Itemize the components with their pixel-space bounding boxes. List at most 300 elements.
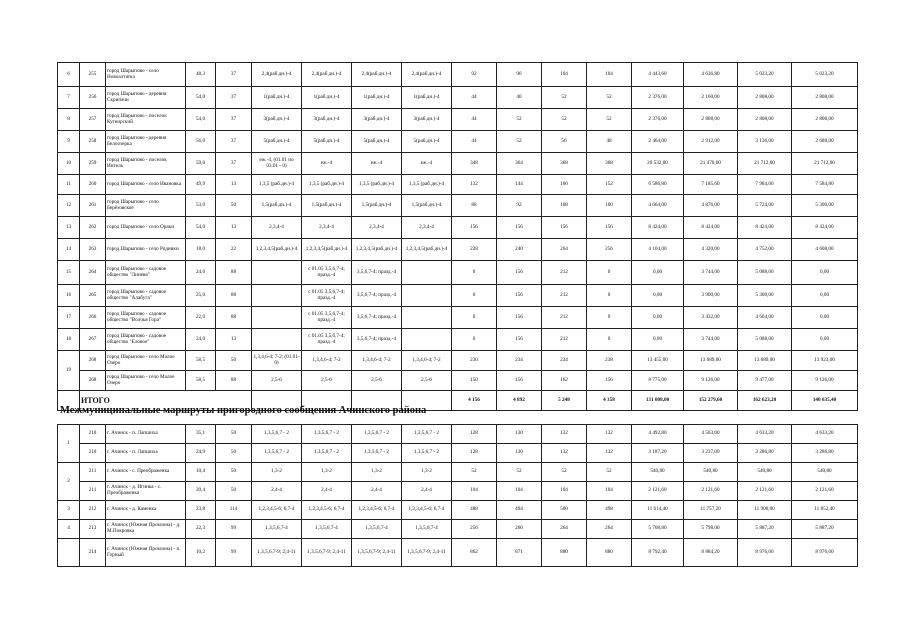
trips-cell: 230 <box>452 351 497 371</box>
schedule-cell: 1,3,5,6,7-4 <box>352 520 402 539</box>
trips-cell: 500 <box>542 501 587 520</box>
schedule-cell: 1,3,5 (раб.дн.)-4 <box>252 175 302 195</box>
km-cell: 4 876,00 <box>684 195 738 217</box>
km-cell: 13 689,00 <box>684 351 738 371</box>
table-row <box>58 131 858 153</box>
km-cell: 4 104,00 <box>632 239 684 261</box>
table-row <box>58 351 858 371</box>
trips-cell: 52 <box>542 463 587 482</box>
km-cell: 2 808,00 <box>738 87 792 109</box>
km-cell: 3 136,00 <box>738 131 792 153</box>
km-cell: 3 286,80 <box>792 444 858 463</box>
schedule-cell: 1,5(раб.дн.)-4 <box>302 195 352 217</box>
trips-cell: 52 <box>542 87 587 109</box>
schedule-cell: 3,5,6,7-4; празд.-4 <box>352 307 402 329</box>
km-cell: 4 320,00 <box>684 239 738 261</box>
trips-cell: 264 <box>587 520 632 539</box>
km-cell: 21 712,00 <box>738 153 792 175</box>
schedule-cell: 3,5,6,7-4; празд.-4 <box>352 285 402 307</box>
km-cell: 4 664,00 <box>632 195 684 217</box>
schedule-cell: 1,3-2 <box>302 463 352 482</box>
trips-cell: 92 <box>497 195 542 217</box>
row-index-cell <box>58 539 80 567</box>
trips-cell: 260 <box>497 520 542 539</box>
schedule-cell: 1,3,5 (раб.дн.)-4 <box>402 175 452 195</box>
route-number-cell: 213 <box>80 520 106 539</box>
schedule-cell: 2,3,4-4 <box>252 217 302 239</box>
km-cell: 5 088,00 <box>738 261 792 285</box>
km-cell: 7 984,00 <box>738 175 792 195</box>
trips-cell: 104 <box>587 63 632 87</box>
trips-cell: 130 <box>497 444 542 463</box>
km-cell: 5 023,20 <box>738 63 792 87</box>
km-cell: 2 464,00 <box>632 131 684 153</box>
table-row <box>58 371 858 391</box>
table-row <box>58 444 858 463</box>
table-row <box>58 539 858 567</box>
route-name-cell: г. Ачинск - с. Преображенка <box>106 463 186 482</box>
km-cell: 0,00 <box>792 285 858 307</box>
route-name-cell: г. Ачинск - п. Лапшиха <box>106 425 186 444</box>
route-name-cell: г. Ачинск (Южная Промзона) - д. М.Покровка <box>106 520 186 539</box>
trips-cell: 156 <box>497 329 542 351</box>
route-number-cell: 258 <box>80 131 106 153</box>
total-value-cell: 140 635,40 <box>792 391 858 411</box>
trips-cell: 104 <box>497 482 542 501</box>
trips-cell: 880 <box>542 539 587 567</box>
schedule-cell: 2,5-6 <box>352 371 402 391</box>
route-length-cell: 24,9 <box>186 444 216 463</box>
table-row <box>58 482 858 501</box>
schedule-cell <box>402 329 452 351</box>
trips-cell: 880 <box>587 539 632 567</box>
trips-cell: 128 <box>452 425 497 444</box>
schedule-cell: с 01.05 3,5,6,7-4; празд.-4 <box>302 329 352 351</box>
vehicle-class-cell: 37 <box>216 87 252 109</box>
trips-cell: 256 <box>587 239 632 261</box>
vehicle-class-cell: 50 <box>216 463 252 482</box>
trips-cell: 92 <box>452 63 497 87</box>
km-cell: 8 424,00 <box>792 217 858 239</box>
trips-cell: 52 <box>497 463 542 482</box>
trips-cell: 240 <box>497 239 542 261</box>
schedule-cell: 2,4-4 <box>302 482 352 501</box>
km-cell: 2 808,00 <box>792 87 858 109</box>
schedule-cell <box>252 329 302 351</box>
schedule-cell: 1,3-2 <box>252 463 302 482</box>
route-name-cell: город Шарыпово - поселок Интель <box>106 153 186 175</box>
km-cell: 3 187,20 <box>632 444 684 463</box>
schedule-cell: 1,3-2 <box>352 463 402 482</box>
trips-cell: 104 <box>542 482 587 501</box>
km-cell: 2 808,00 <box>738 109 792 131</box>
schedule-cell: 1(раб.дн.)-4 <box>352 87 402 109</box>
total-value-cell: 4 892 <box>497 391 542 411</box>
table-row <box>58 520 858 539</box>
km-cell: 2 912,00 <box>684 131 738 153</box>
route-length-cell: 54,0 <box>186 109 216 131</box>
trips-cell: 152 <box>587 175 632 195</box>
schedule-cell <box>252 285 302 307</box>
km-cell: 9 477,00 <box>738 371 792 391</box>
trips-cell: 156 <box>497 307 542 329</box>
vehicle-class-cell: 22 <box>216 239 252 261</box>
schedule-cell: 1,3,4,6-4; 7-2; (01.01-0) <box>252 351 302 371</box>
km-cell: 11 900,00 <box>738 501 792 520</box>
km-cell: 6 586,80 <box>632 175 684 195</box>
vehicle-class-cell: 114 <box>216 501 252 520</box>
km-cell: 2 121,60 <box>632 482 684 501</box>
route-number-cell: 211 <box>80 463 106 482</box>
trips-cell: 132 <box>542 444 587 463</box>
table-row <box>58 153 858 175</box>
trips-cell: 498 <box>587 501 632 520</box>
table-row <box>58 501 858 520</box>
route-name-cell: город Шарыпово - садовое общество "Волчья Гора" <box>106 307 186 329</box>
route-number-cell: 211 <box>80 482 106 501</box>
route-name-cell: город Шарыпово - село Берёзовское <box>106 195 186 217</box>
route-length-cell: 58,5 <box>186 351 216 371</box>
schedule-cell: 2,4-4 <box>252 482 302 501</box>
route-name-cell: город Шарыпово - садовое общество "Алабуга" <box>106 285 186 307</box>
row-index-cell: 19 <box>58 351 80 391</box>
schedule-cell: 1,2,3,4,5(раб.дн.)-4 <box>252 239 302 261</box>
trips-cell: 212 <box>542 329 587 351</box>
row-index-cell: 15 <box>58 261 80 285</box>
km-cell: 0,00 <box>792 329 858 351</box>
row-index-cell: 18 <box>58 329 80 351</box>
route-number-cell: 210 <box>80 444 106 463</box>
trips-cell: 96 <box>497 63 542 87</box>
row-index-cell: 11 <box>58 175 80 195</box>
trips-cell: 212 <box>542 261 587 285</box>
table-row <box>58 261 858 285</box>
trips-cell: 0 <box>587 329 632 351</box>
trips-cell: 52 <box>587 109 632 131</box>
schedule-cell <box>402 285 452 307</box>
schedule-cell: 5(раб.дн.)-4 <box>252 131 302 153</box>
schedule-cell: 1,5(раб.дн.)-4 <box>352 195 402 217</box>
route-length-cell: 22,3 <box>186 520 216 539</box>
row-index-cell: 6 <box>58 63 80 87</box>
trips-cell: 52 <box>542 109 587 131</box>
route-name-cell: город Шарыпово - село Ораки <box>106 217 186 239</box>
trips-cell: 212 <box>542 307 587 329</box>
km-cell: 0,00 <box>792 261 858 285</box>
trips-cell: 238 <box>587 351 632 371</box>
km-cell: 540,80 <box>632 463 684 482</box>
km-cell: 4 633,20 <box>792 425 858 444</box>
schedule-cell <box>402 261 452 285</box>
route-length-cell: 10,4 <box>186 463 216 482</box>
schedule-cell: 1,2,3,4,5(раб.дн.)-4 <box>402 239 452 261</box>
km-cell: 540,80 <box>792 463 858 482</box>
trips-cell: 160 <box>542 175 587 195</box>
vehicle-class-cell: 88 <box>216 371 252 391</box>
km-cell: 5 724,00 <box>738 195 792 217</box>
route-name-cell: город Шарыпово - деревня Скрипачи <box>106 87 186 109</box>
vehicle-class-cell: 37 <box>216 109 252 131</box>
km-cell: 3 432,00 <box>684 307 738 329</box>
schedule-cell: 1,3,5,6,7 - 2 <box>252 444 302 463</box>
schedule-cell: 2,4(раб.дн.)-4 <box>402 63 452 87</box>
schedule-cell: 1(раб.дн.)-4 <box>302 87 352 109</box>
schedule-cell: 2,5-6 <box>302 371 352 391</box>
route-number-cell: 257 <box>80 109 106 131</box>
route-length-cell: 20,4 <box>186 482 216 501</box>
vehicle-class-cell: 50 <box>216 351 252 371</box>
route-number-cell: 259 <box>80 153 106 175</box>
km-cell: 9 126,00 <box>684 371 738 391</box>
vehicle-class-cell: 88 <box>216 261 252 285</box>
schedule-cell: 1,3,5,6,7 - 2 <box>252 425 302 444</box>
total-value-cell: 4 156 <box>452 391 497 411</box>
km-cell: 8 792,40 <box>632 539 684 567</box>
row-index-cell: 1 <box>58 425 80 463</box>
km-cell: 8 884,20 <box>684 539 738 567</box>
route-length-cell: 35,1 <box>186 425 216 444</box>
route-number-cell: 214 <box>80 539 106 567</box>
km-cell: 3 900,00 <box>684 285 738 307</box>
km-cell: 2 121,60 <box>738 482 792 501</box>
schedule-cell: 1,5(раб.дн.)-4 <box>402 195 452 217</box>
trips-cell: 40 <box>497 87 542 109</box>
row-index-cell: 8 <box>58 109 80 131</box>
trips-cell: 44 <box>452 109 497 131</box>
km-cell: 4 492,80 <box>632 425 684 444</box>
route-length-cell: 25,0 <box>186 285 216 307</box>
schedule-cell: 1,5(раб.дн.)-4 <box>252 195 302 217</box>
schedule-cell: 1,3,4,6-4; 7-2 <box>352 351 402 371</box>
km-cell: 11 852,40 <box>792 501 858 520</box>
trips-cell: 130 <box>497 425 542 444</box>
vehicle-class-cell: 99 <box>216 539 252 567</box>
row-index-cell: 14 <box>58 239 80 261</box>
trips-cell: 44 <box>452 87 497 109</box>
trips-cell: 368 <box>542 153 587 175</box>
km-cell: 3 744,00 <box>684 329 738 351</box>
km-cell: 5 708,80 <box>632 520 684 539</box>
schedule-cell: 1,2,3,4,5-6; 6,7-4 <box>352 501 402 520</box>
row-index-cell: 9 <box>58 131 80 153</box>
trips-cell: 488 <box>452 501 497 520</box>
route-name-cell: г. Ачинск - п. Лапшиха <box>106 444 186 463</box>
route-number-cell: 255 <box>80 63 106 87</box>
km-cell: 3 237,00 <box>684 444 738 463</box>
route-number-cell: 268 <box>80 351 106 371</box>
trips-cell: 156 <box>542 217 587 239</box>
route-length-cell: 58,5 <box>186 371 216 391</box>
schedule-cell: 1,3,4,6-4; 7-2 <box>302 351 352 371</box>
km-cell: 11 614,40 <box>632 501 684 520</box>
trips-cell: 156 <box>587 371 632 391</box>
schedule-cell: 5(раб.дн.)-4 <box>302 131 352 153</box>
schedule-cell: 3(раб.дн.)-4 <box>252 109 302 131</box>
trips-cell: 264 <box>542 239 587 261</box>
km-cell: 11 757,20 <box>684 501 738 520</box>
section-title: Межмуниципальные маршруты пригородного сообщения Ачинского района <box>60 405 427 416</box>
table-row <box>58 425 858 444</box>
trips-cell: 494 <box>497 501 542 520</box>
route-number-cell: 210 <box>80 425 106 444</box>
km-cell: 4 752,00 <box>738 239 792 261</box>
km-cell: 21 476,00 <box>684 153 738 175</box>
vehicle-class-cell: 50 <box>216 195 252 217</box>
schedule-cell: с 01.05 3,5,6,7-4; празд.-4 <box>302 307 352 329</box>
route-name-cell: город Шарыпово - село Ивановка <box>106 175 186 195</box>
schedule-cell: 1,3,5,6,7 - 2 <box>402 425 452 444</box>
km-cell: 21 712,00 <box>792 153 858 175</box>
total-value-cell: 162 623,20 <box>738 391 792 411</box>
schedule-cell: 2,4(раб.дн.)-4 <box>352 63 402 87</box>
table-row <box>58 463 858 482</box>
schedule-cell: 1,3,5,6,7 - 2 <box>352 425 402 444</box>
schedule-cell: 1,3,5,6,7-9; 2,4-11 <box>302 539 352 567</box>
schedule-cell: еж.-4 <box>352 153 402 175</box>
trips-cell: 150 <box>452 371 497 391</box>
schedule-cell: 1,3,5,6,7 - 2 <box>352 444 402 463</box>
vehicle-class-cell: 13 <box>216 217 252 239</box>
schedule-cell: 1,2,3,4,5(раб.дн.)-4 <box>352 239 402 261</box>
route-length-cell: 56,0 <box>186 131 216 153</box>
trips-cell: 132 <box>587 425 632 444</box>
km-cell: 2 376,00 <box>632 87 684 109</box>
km-cell: 540,80 <box>684 463 738 482</box>
vehicle-class-cell: 13 <box>216 329 252 351</box>
table-row <box>58 285 858 307</box>
schedule-cell: 1,3,5,6,7-4 <box>302 520 352 539</box>
row-index-cell: 7 <box>58 87 80 109</box>
trips-cell: 212 <box>542 285 587 307</box>
route-number-cell: 264 <box>80 261 106 285</box>
trips-cell: 871 <box>497 539 542 567</box>
route-length-cell: 54,0 <box>186 87 216 109</box>
table-row <box>58 307 858 329</box>
route-name-cell: г. Ачинск (Южная Промзона) - п. Горный <box>106 539 186 567</box>
schedule-cell: 1,3,4,6-4; 7-2 <box>402 351 452 371</box>
trips-cell: 348 <box>452 153 497 175</box>
schedule-cell: 1,3,5,6,7-9; 2,4-11 <box>252 539 302 567</box>
table-row <box>58 87 858 109</box>
trips-cell: 52 <box>587 463 632 482</box>
km-cell: 5 887,20 <box>792 520 858 539</box>
route-number-cell: 262 <box>80 217 106 239</box>
vehicle-class-cell: 99 <box>216 520 252 539</box>
route-number-cell: 256 <box>80 87 106 109</box>
schedule-cell: 2,3,4-4 <box>302 217 352 239</box>
row-index-cell: 12 <box>58 195 80 217</box>
row-index-cell: 13 <box>58 217 80 239</box>
schedule-cell: 1,3,5,6,7-4 <box>402 520 452 539</box>
route-name-cell: город Шарыпово - деревня Белоозерка <box>106 131 186 153</box>
schedule-cell <box>402 307 452 329</box>
trips-cell: 56 <box>542 131 587 153</box>
routes-table-upper <box>57 62 858 411</box>
trips-cell: 104 <box>587 482 632 501</box>
trips-cell: 0 <box>587 307 632 329</box>
km-cell: 3 744,00 <box>684 261 738 285</box>
schedule-cell <box>252 307 302 329</box>
vehicle-class-cell: 50 <box>216 482 252 501</box>
trips-cell: 52 <box>587 87 632 109</box>
table-row <box>58 239 858 261</box>
km-cell: 8 424,00 <box>684 217 738 239</box>
trips-cell: 256 <box>452 520 497 539</box>
route-name-cell: г. Ачинск - д. Игинка - с. Преображенка <box>106 482 186 501</box>
trips-cell: 156 <box>587 217 632 239</box>
km-cell: 5 300,00 <box>792 195 858 217</box>
trips-cell: 162 <box>542 371 587 391</box>
trips-cell: 0 <box>587 285 632 307</box>
km-cell: 5 798,00 <box>684 520 738 539</box>
route-length-cell: 10,2 <box>186 539 216 567</box>
schedule-cell: 3(раб.дн.)-4 <box>302 109 352 131</box>
km-cell: 2 160,00 <box>684 87 738 109</box>
trips-cell: 0 <box>587 261 632 285</box>
trips-cell: 228 <box>452 239 497 261</box>
km-cell: 8 424,00 <box>738 217 792 239</box>
km-cell: 2 121,60 <box>684 482 738 501</box>
schedule-cell: 2,5-6 <box>252 371 302 391</box>
km-cell: 5 300,00 <box>738 285 792 307</box>
schedule-cell: 2,3,4-4 <box>352 217 402 239</box>
route-length-cell: 49,9 <box>186 175 216 195</box>
km-cell: 540,80 <box>738 463 792 482</box>
km-cell: 0,00 <box>632 261 684 285</box>
trips-cell: 156 <box>497 261 542 285</box>
trips-cell: 0 <box>452 285 497 307</box>
schedule-cell: 1,2,3,4,5-6; 6,7-4 <box>302 501 352 520</box>
route-length-cell: 23,8 <box>186 501 216 520</box>
schedule-cell: 2,4(раб.дн.)-4 <box>302 63 352 87</box>
schedule-cell: 2,5-6 <box>402 371 452 391</box>
table-row <box>58 329 858 351</box>
schedule-cell: 1,3,5 (раб.дн.)-4 <box>352 175 402 195</box>
schedule-cell: 5(раб.дн.)-4 <box>402 131 452 153</box>
schedule-cell: 5(раб.дн.)-4 <box>352 131 402 153</box>
km-cell: 4 636,80 <box>684 63 738 87</box>
km-cell: 8 976,00 <box>738 539 792 567</box>
km-cell: 0,00 <box>792 307 858 329</box>
vehicle-class-cell: 37 <box>216 131 252 153</box>
route-name-cell: город Шарыпово - поселок Кутеирский <box>106 109 186 131</box>
route-name-cell: город Шарыпово - село Малое Озеро <box>106 351 186 371</box>
vehicle-class-cell: 88 <box>216 307 252 329</box>
route-name-cell: город Шарыпово - садовое общество "Линево" <box>106 261 186 285</box>
row-index-cell: 2 <box>58 463 80 501</box>
km-cell: 2 121,60 <box>792 482 858 501</box>
schedule-cell: 3(раб.дн.)-4 <box>402 109 452 131</box>
schedule-cell: 2,4-4 <box>352 482 402 501</box>
route-length-cell: 48,3 <box>186 63 216 87</box>
km-cell: 8 775,00 <box>632 371 684 391</box>
schedule-cell: 1,2,3,4,5(раб.дн.)-4 <box>302 239 352 261</box>
vehicle-class-cell: 50 <box>216 425 252 444</box>
trips-cell: 364 <box>497 153 542 175</box>
km-cell: 4 664,00 <box>738 307 792 329</box>
km-cell: 4 563,00 <box>684 425 738 444</box>
table-row <box>58 109 858 131</box>
schedule-cell: 1,3,5 (раб.дн.)-4 <box>302 175 352 195</box>
km-cell: 2 376,00 <box>632 109 684 131</box>
route-number-cell: 260 <box>80 175 106 195</box>
km-cell: 8 976,00 <box>792 539 858 567</box>
trips-cell: 128 <box>452 444 497 463</box>
schedule-cell: 2,4(раб.дн.)-4 <box>252 63 302 87</box>
route-length-cell: 22,0 <box>186 307 216 329</box>
vehicle-class-cell: 50 <box>216 444 252 463</box>
route-length-cell: 59,0 <box>186 153 216 175</box>
